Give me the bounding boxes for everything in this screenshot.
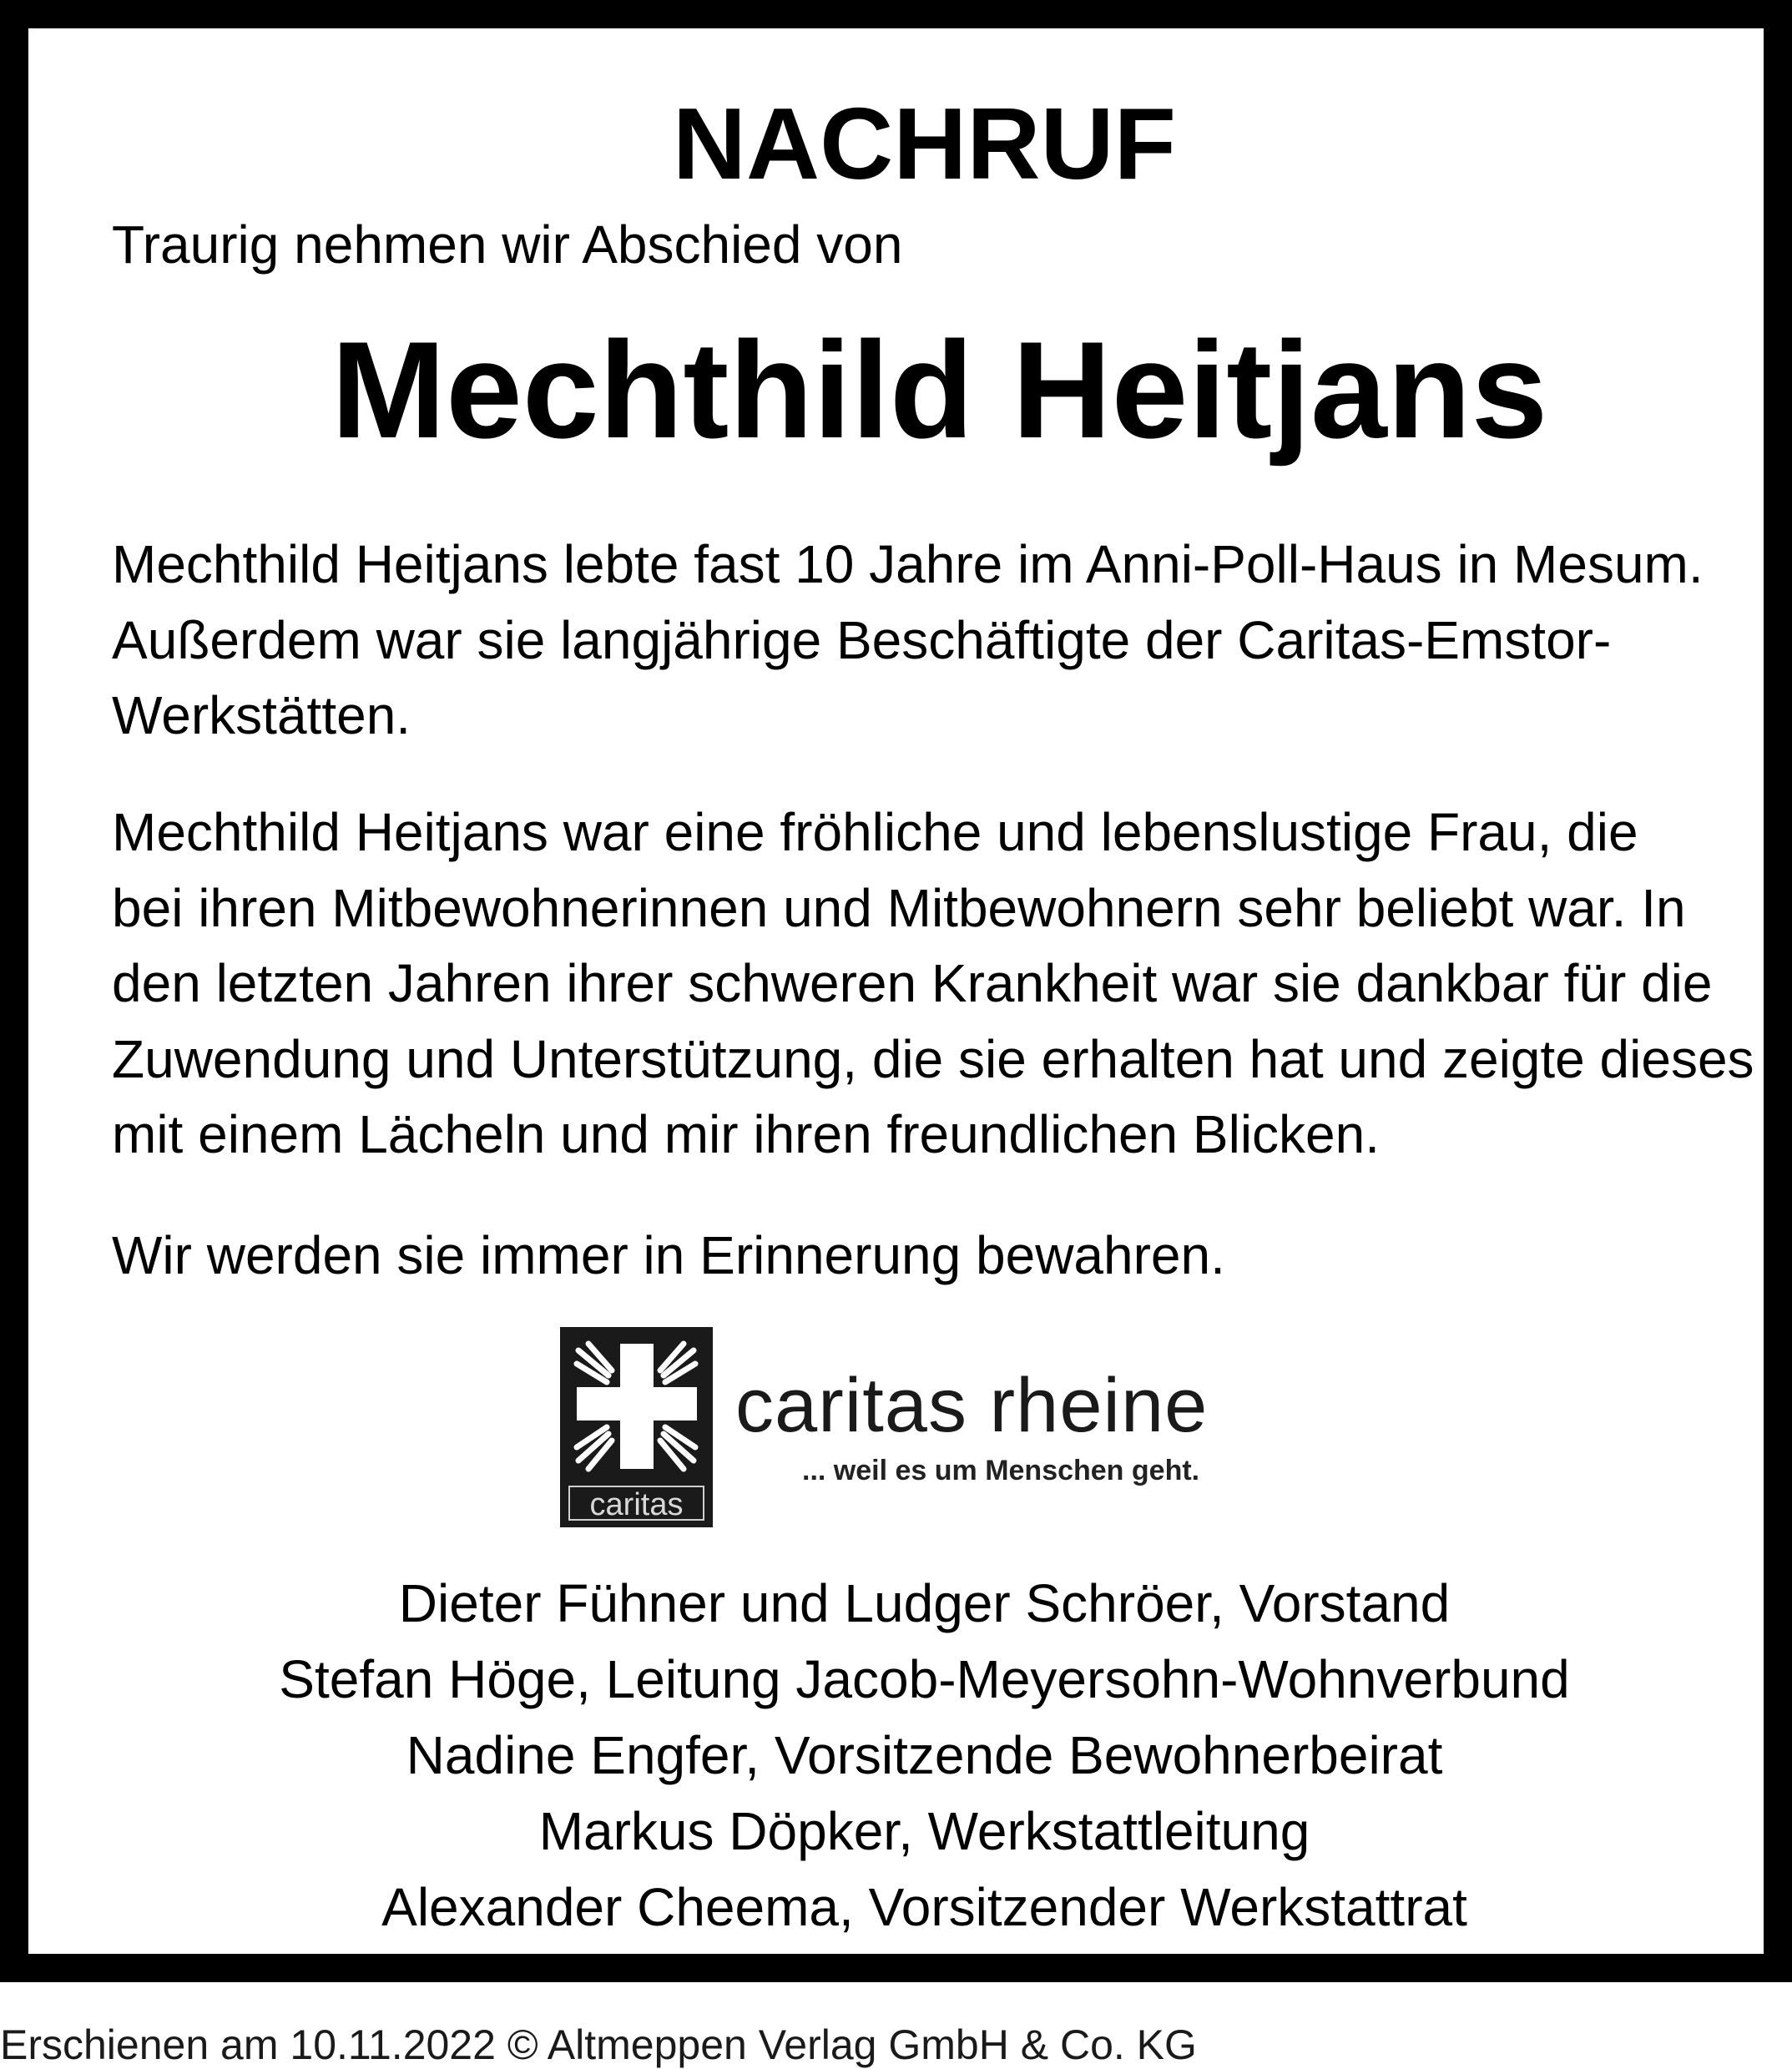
paragraph-line: den letzten Jahren ihrer schweren Krankheit war sie dankbar für die	[112, 953, 1713, 1013]
paragraph-line: Wir werden sie immer in Erinnerung bewahren.	[112, 1225, 1225, 1285]
paragraph-line: bei ihren Mitbewohnerinnen und Mitbewohnern sehr beliebt war. In	[112, 877, 1686, 938]
publication-footer: Erschienen am 10.11.2022 © Altmeppen Verlag GmbH & Co. KG	[0, 2021, 1197, 2068]
signatory-line: Stefan Höge, Leitung Jacob-Meyersohn-Wohnverbund	[279, 1649, 1570, 1709]
deceased-name: Mechthild Heitjans	[331, 313, 1548, 467]
signatory-line: Markus Döpker, Werkstattleitung	[538, 1801, 1310, 1861]
caritas-mark-label: caritas	[568, 1486, 704, 1521]
paragraph-line: Zuwendung und Unterstützung, die sie erhalten hat und zeigte dieses	[112, 1028, 1754, 1089]
caritas-cross-icon	[560, 1327, 713, 1527]
paragraph-tribute	[112, 795, 1754, 1173]
notice-heading: NACHRUF	[672, 87, 1177, 200]
paragraph-line: Mechthild Heitjans war eine fröhliche und lebenslustige Frau, die	[112, 802, 1638, 862]
signatory-line: Nadine Engfer, Vorsitzende Bewohnerbeirat	[406, 1725, 1443, 1785]
flame-cross-icon	[560, 1327, 713, 1486]
signatory-line: Dieter Fühner und Ludger Schröer, Vorstand	[398, 1573, 1451, 1633]
paragraph-line: mit einem Lächeln und mir ihren freundlichen Blicken.	[112, 1104, 1380, 1164]
paragraph-line: Mechthild Heitjans lebte fast 10 Jahre im Anni-Poll-Haus in Mesum.	[112, 534, 1704, 594]
intro-line: Traurig nehmen wir Abschied von	[112, 214, 903, 275]
caritas-logo	[560, 1327, 1288, 1527]
paragraph-remembrance	[112, 1218, 1225, 1294]
paragraph-biography	[112, 527, 1704, 754]
paragraph-line: Werkstätten.	[112, 685, 411, 745]
signatory-line: Alexander Cheema, Vorsitzender Werkstattrat	[381, 1877, 1467, 1937]
paragraph-line: Außerdem war sie langjährige Beschäftigte der Caritas-Emstor-	[112, 609, 1612, 670]
logo-brand-name: caritas rheine	[735, 1363, 1209, 1448]
signatories-block	[28, 1566, 1792, 1945]
logo-slogan: ... weil es um Menschen geht.	[802, 1455, 1200, 1486]
